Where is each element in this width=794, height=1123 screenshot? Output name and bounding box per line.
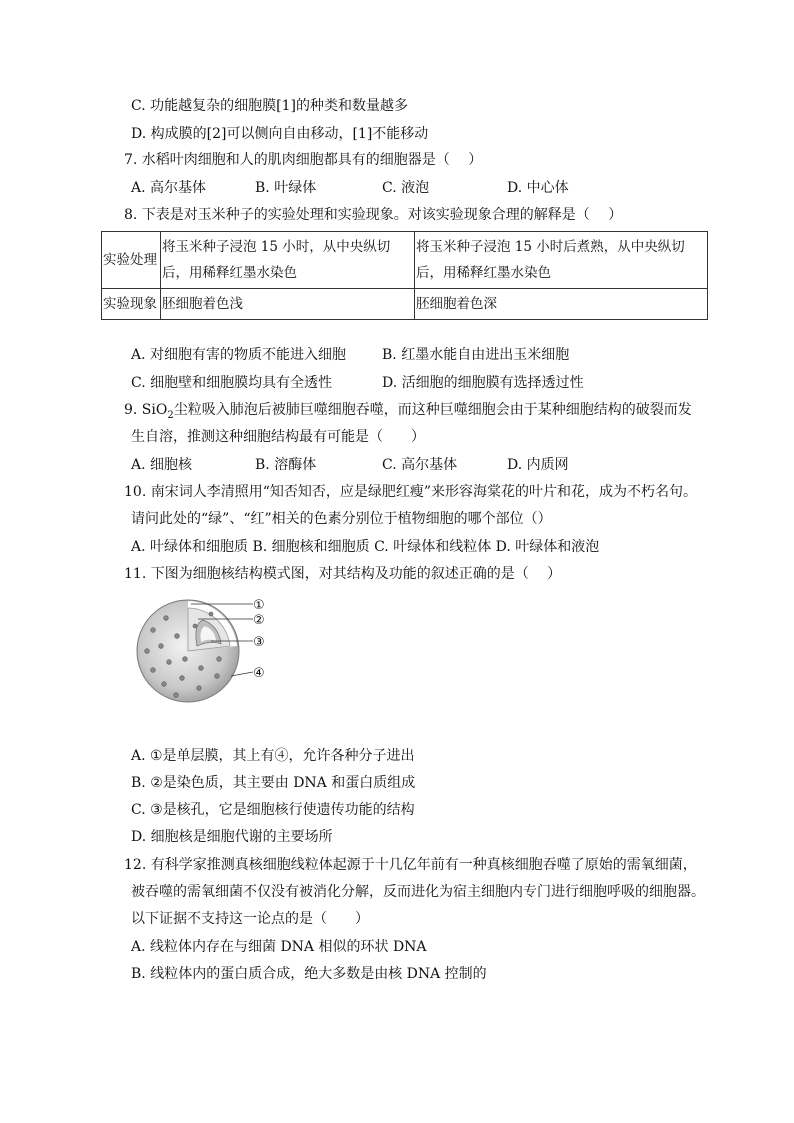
table-header-cell: 实验处理 <box>102 232 161 289</box>
q7-option-a: A. 高尔基体 <box>131 180 207 196</box>
q6-option-d: D. 构成膜的[2]可以侧向自由移动，[1]不能移动 <box>131 126 429 142</box>
q11-option-d: D. 细胞核是细胞代谢的主要场所 <box>131 829 333 845</box>
table-cell: 胚细胞着色浅 <box>161 289 415 320</box>
q10-stem: 10. 南宋词人李清照用“知否知否，应是绿肥红瘦”来形容海棠花的叶片和花，成为不朽名句。 <box>124 484 698 500</box>
q7-option-d: D. 中心体 <box>507 180 569 196</box>
q11-stem: 11. 下图为细胞核结构模式图，对其结构及功能的叙述正确的是（ ） <box>124 566 562 582</box>
q12-option-a: A. 线粒体内存在与细菌 DNA 相似的环状 DNA <box>131 939 427 955</box>
q11-option-b: B. ②是染色质，其主要由 DNA 和蛋白质组成 <box>131 775 416 791</box>
q7-option-b: B. 叶绿体 <box>255 180 317 196</box>
q9-stem: 9. SiO$_2$尘粒吸入肺泡后被肺巨噬细胞吞噬，而这种巨噬细胞会由于某种细胞结构的破裂而发 <box>124 402 692 421</box>
q8-option-d: D. 活细胞的细胞膜有选择透过性 <box>382 375 584 391</box>
figure-label-4: ④ <box>253 666 265 681</box>
q12-stem: 12. 有科学家推测真核细胞线粒体起源于十几亿年前有一种真核细胞吞噬了原始的需氧细菌， <box>124 857 697 873</box>
q9-option-c: C. 高尔基体 <box>382 457 458 473</box>
table-row <box>102 289 708 320</box>
q9-option-d: D. 内质网 <box>507 457 569 473</box>
q8-experiment-table <box>101 231 708 320</box>
q6-option-c: C. 功能越复杂的细胞膜[1]的种类和数量越多 <box>131 98 408 114</box>
q8-stem: 8. 下表是对玉米种子的实验处理和实验现象。对该实验现象合理的解释是（ ） <box>124 207 623 223</box>
q7-stem: 7. 水稻叶肉细胞和人的肌肉细胞都具有的细胞器是（ ） <box>124 152 483 168</box>
q10-stem-line2: 请问此处的“绿”、“红”相关的色素分别位于植物细胞的哪个部位（） <box>131 511 552 527</box>
nucleus-structure-figure <box>133 596 283 706</box>
q8-option-c: C. 细胞壁和细胞膜均具有全透性 <box>131 375 333 391</box>
q9-stem-line2: 生自溶，推测这种细胞结构最有可能是（ ） <box>131 429 425 445</box>
q11-option-c: C. ③是核孔，它是细胞核行使遗传功能的结构 <box>131 802 415 818</box>
figure-label-1: ① <box>253 598 265 613</box>
table-cell: 将玉米种子浸泡 15 小时，从中央纵切后，用稀释红墨水染色 <box>161 232 415 289</box>
q7-option-c: C. 液泡 <box>382 180 430 196</box>
figure-label-2: ② <box>253 613 265 628</box>
q9-option-a: A. 细胞核 <box>131 457 193 473</box>
q9-option-b: B. 溶酶体 <box>255 457 317 473</box>
figure-label-3: ③ <box>253 635 265 650</box>
q8-option-a: A. 对细胞有害的物质不能进入细胞 <box>131 347 347 363</box>
table-cell: 胚细胞着色深 <box>415 289 708 320</box>
q12-stem-line3: 以下证据不支持这一论点的是（ ） <box>131 911 369 927</box>
table-header-cell: 实验现象 <box>102 289 161 320</box>
q8-option-b: B. 红墨水能自由进出玉米细胞 <box>382 347 570 363</box>
q10-options: A. 叶绿体和细胞质 B. 细胞核和细胞质 C. 叶绿体和线粒体 D. 叶绿体和液泡 <box>131 539 600 555</box>
q12-stem-line2: 被吞噬的需氧细菌不仅没有被消化分解，反而进化为宿主细胞内专门进行细胞呼吸的细胞器。 <box>131 884 705 900</box>
table-row <box>102 232 708 289</box>
q11-option-a: A. ①是单层膜，其上有④，允许各种分子进出 <box>131 748 415 764</box>
table-cell: 将玉米种子浸泡 15 小时后煮熟，从中央纵切后，用稀释红墨水染色 <box>415 232 708 289</box>
q12-option-b: B. 线粒体内的蛋白质合成，绝大多数是由核 DNA 控制的 <box>131 966 487 982</box>
